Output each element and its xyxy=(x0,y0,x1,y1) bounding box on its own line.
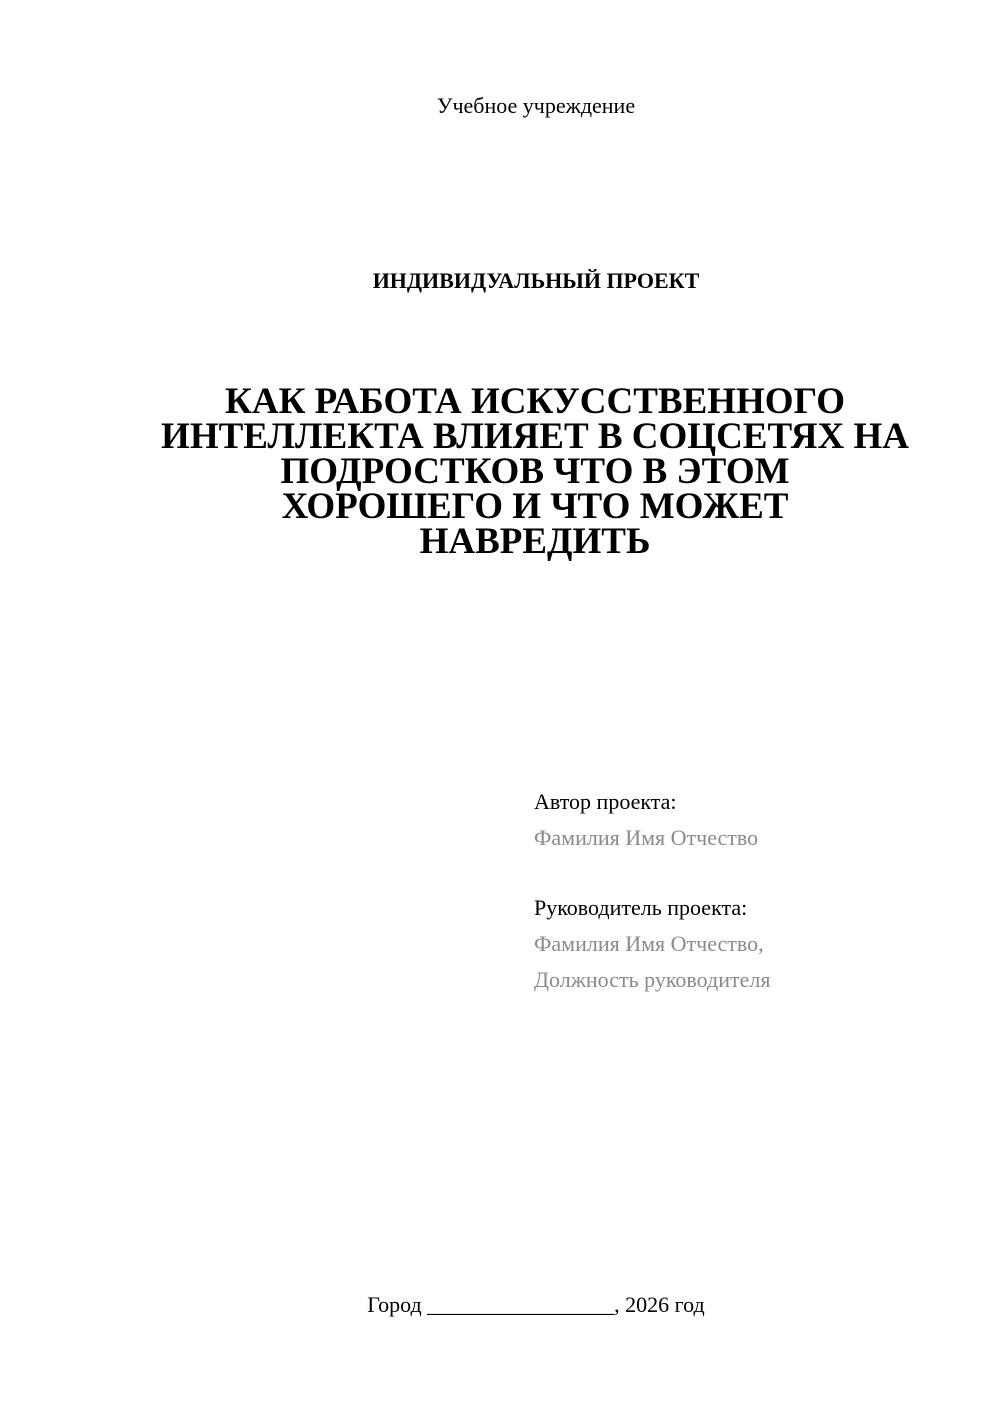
author-name: Фамилия Имя Отчество xyxy=(534,825,759,850)
institution-name: Учебное учреждение xyxy=(436,93,636,118)
project-title xyxy=(130,381,940,562)
supervisor-label: Руководитель проекта: xyxy=(534,895,748,920)
project-title-line: НАВРЕДИТЬ xyxy=(419,521,651,562)
supervisor-name: Фамилия Имя Отчество, xyxy=(534,931,764,956)
project-title-line: КАК РАБОТА ИСКУССТВЕННОГО xyxy=(225,381,845,422)
city-year-line: Город _________________, 2026 год xyxy=(367,1292,705,1317)
supervisor-block xyxy=(534,890,974,998)
project-title-line: ИНТЕЛЛЕКТА ВЛИЯЕТ В СОЦСЕТЯХ НА xyxy=(161,416,909,457)
supervisor-position: Должность руководителя xyxy=(534,967,771,992)
project-title-line: ХОРОШЕГО И ЧТО МОЖЕТ xyxy=(281,486,789,527)
author-label: Автор проекта: xyxy=(534,789,677,814)
project-type-heading: ИНДИВИДУАЛЬНЫЙ ПРОЕКТ xyxy=(372,268,700,293)
author-block xyxy=(534,784,974,856)
project-title-line: ПОДРОСТКОВ ЧТО В ЭТОМ xyxy=(280,451,790,492)
